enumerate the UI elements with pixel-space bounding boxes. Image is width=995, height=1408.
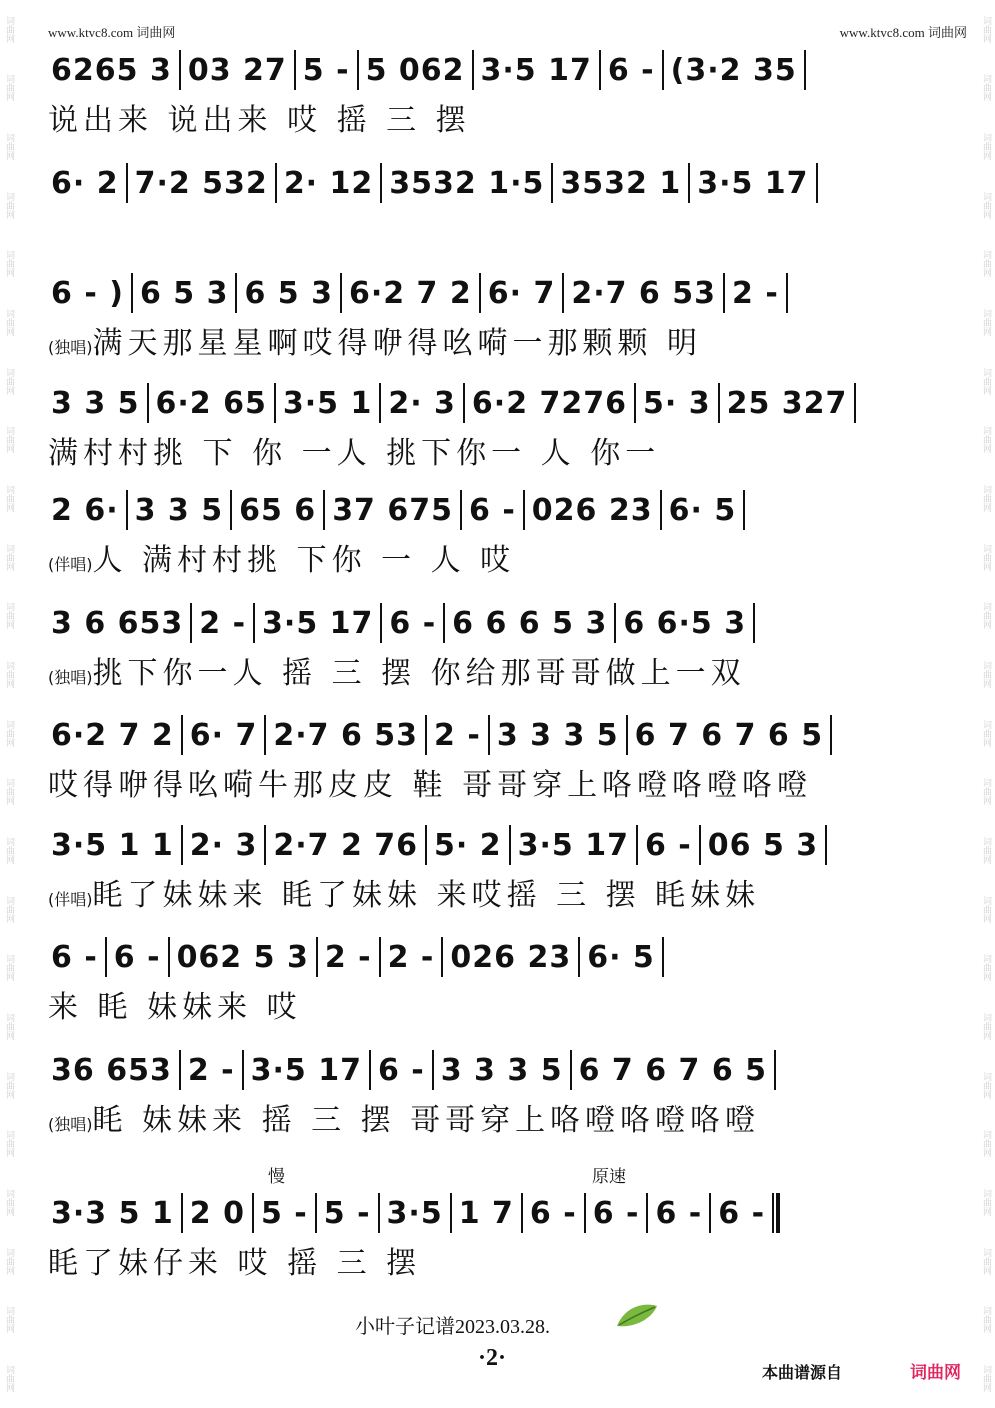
- measure: 6 6·5 3: [623, 605, 747, 641]
- watermark-text: 词曲网: [981, 485, 991, 513]
- measure: 3532 1: [560, 165, 682, 201]
- measure: 2 -: [434, 717, 481, 753]
- measure: 2· 12: [283, 165, 374, 201]
- lyrics-text: 哎得咿得吆嗬牛那皮皮 鞋 哥哥穿上咯噔咯噔咯噔: [48, 768, 813, 802]
- barline: [634, 383, 636, 423]
- watermark-text: 词曲网: [981, 543, 991, 571]
- barline: [131, 273, 133, 313]
- lyrics-line: [48, 870, 948, 912]
- measure: 6 -: [469, 492, 516, 528]
- barline: [294, 50, 296, 90]
- measure: 7·2 532: [134, 165, 268, 201]
- barline: [179, 50, 181, 90]
- measure: 026 23: [450, 939, 572, 975]
- lyrics-line: [48, 760, 948, 802]
- measure: 3 3 5: [51, 385, 140, 421]
- barline: [105, 937, 107, 977]
- barline: [699, 825, 701, 865]
- measure: 6 - ): [51, 275, 124, 311]
- watermark-text: 词曲网: [981, 1306, 991, 1334]
- barline: [521, 1193, 523, 1233]
- barline: [275, 163, 277, 203]
- barline: [443, 603, 445, 643]
- lyrics-text: 满天那星星啊哎得咿得吆嗬一那颗颗 明: [92, 326, 703, 360]
- watermark-text: 词曲网: [981, 1012, 991, 1040]
- measure: 6 5 3: [139, 275, 229, 311]
- measure: 2·7 6 53: [273, 717, 419, 753]
- lyrics-line: [48, 535, 948, 577]
- barline: [626, 715, 628, 755]
- measure: 2· 3: [388, 385, 456, 421]
- lyrics-line: [48, 1095, 948, 1137]
- watermark-text: 词曲网: [4, 309, 14, 337]
- watermark-text: 词曲网: [981, 15, 991, 43]
- watermark-text: 词曲网: [4, 191, 14, 219]
- measure: 3·5: [386, 1195, 443, 1231]
- watermark-text: 词曲网: [981, 602, 991, 630]
- measure: 6 -: [389, 605, 437, 641]
- barline: [253, 603, 255, 643]
- measure: 03 27: [187, 52, 287, 88]
- measure: 3 3 5: [134, 492, 224, 528]
- measure: 3·5 1: [282, 385, 373, 421]
- watermark-text: 词曲网: [4, 895, 14, 923]
- tempo-original: 原速: [592, 1167, 626, 1187]
- measure: 6 -: [113, 939, 161, 975]
- lyrics-text: 来 眊 妹妹来 哎: [48, 990, 302, 1024]
- watermark-text: 词曲网: [981, 1364, 991, 1392]
- watermark-text: 词曲网: [981, 426, 991, 454]
- barline: [460, 490, 462, 530]
- barline: [379, 383, 381, 423]
- barline: [488, 715, 490, 755]
- barline: [274, 383, 276, 423]
- measure: 2 -: [387, 939, 435, 975]
- leaf-icon: [615, 1300, 659, 1328]
- barline: [379, 937, 381, 977]
- notes-line: [48, 268, 948, 318]
- measure: 6· 7: [487, 275, 556, 311]
- barline: [181, 1193, 183, 1233]
- barline: [323, 490, 325, 530]
- score-system: [48, 1045, 948, 1137]
- voice-part-label: (伴唱): [48, 555, 93, 574]
- measure: 65 6: [239, 492, 317, 528]
- watermark-text: 词曲网: [4, 954, 14, 982]
- measure: 2 -: [732, 275, 779, 311]
- notes-line: [48, 932, 948, 982]
- barline: [854, 383, 856, 423]
- score-system: [48, 710, 948, 802]
- tempo-slow: 慢: [268, 1167, 285, 1187]
- barline: [340, 273, 342, 313]
- watermark-text: 词曲网: [4, 1012, 14, 1040]
- lyrics-text: 眊了妹仔来 哎 摇 三 摆: [48, 1246, 422, 1280]
- barline: [126, 163, 128, 203]
- barline: [380, 163, 382, 203]
- barline: [551, 163, 553, 203]
- notes-line: [48, 1188, 948, 1238]
- score-system: [48, 378, 948, 470]
- notes-line: [48, 485, 948, 535]
- measure: 6 -: [718, 1195, 766, 1231]
- barline: [709, 1193, 711, 1233]
- lyrics-line: [48, 318, 948, 360]
- measure: 6· 5: [587, 939, 655, 975]
- barline: [378, 1193, 380, 1233]
- barline: [168, 937, 170, 977]
- watermark-text: 词曲网: [981, 1130, 991, 1158]
- watermark-text: 词曲网: [4, 1188, 14, 1216]
- barline: [252, 1193, 254, 1233]
- barline: [425, 825, 427, 865]
- barline: [181, 715, 183, 755]
- source-label: 本曲谱源自: [762, 1363, 843, 1382]
- barline: [578, 937, 580, 977]
- measure: 06 5 3: [707, 827, 819, 863]
- barline: [190, 603, 192, 643]
- measure: 3 3 3 5: [496, 717, 619, 753]
- lyrics-text: 说出来 说出来 哎 摇 三 摆: [48, 103, 471, 137]
- barline: [357, 50, 359, 90]
- notes-line: [48, 710, 948, 760]
- source-site-link[interactable]: 词曲网: [910, 1363, 961, 1383]
- barline: [660, 490, 662, 530]
- score-system: [48, 820, 948, 912]
- barline: [723, 273, 725, 313]
- watermark-text: 词曲网: [4, 1364, 14, 1392]
- barline: [562, 273, 564, 313]
- measure: 6 7 6 7 6 5: [578, 1052, 768, 1088]
- measure: 6 -: [377, 1052, 425, 1088]
- barline: [242, 1050, 244, 1090]
- barline: [450, 1193, 452, 1233]
- watermark-text: 词曲网: [4, 837, 14, 865]
- measure: 5 -: [302, 52, 350, 88]
- watermark-text: 词曲网: [981, 367, 991, 395]
- measure: 3·5 17: [697, 165, 809, 201]
- watermark-text: 词曲网: [4, 485, 14, 513]
- measure: 6 7 6 7 6 5: [634, 717, 824, 753]
- barline: [570, 1050, 572, 1090]
- measure: 3·5 17: [250, 1052, 362, 1088]
- barline: [264, 715, 266, 755]
- barline: [662, 937, 664, 977]
- measure: 6 -: [592, 1195, 640, 1231]
- barline: [772, 1193, 780, 1233]
- measure: 5 -: [260, 1195, 308, 1231]
- lyrics-text: 人 满村村挑 下你 一 人 哎: [92, 543, 516, 577]
- watermark-text: 词曲网: [4, 250, 14, 278]
- measure: 6 -: [529, 1195, 577, 1231]
- barline: [786, 273, 788, 313]
- score-system: [48, 45, 948, 137]
- score-system: [48, 158, 948, 250]
- barline: [646, 1193, 648, 1233]
- watermark-text: 词曲网: [4, 426, 14, 454]
- header-url-right: www.ktvc8.com 词曲网: [839, 25, 967, 40]
- lyrics-text: 眊 妹妹来 摇 三 摆 哥哥穿上咯噔咯噔咯噔: [92, 1103, 761, 1137]
- barline: [147, 383, 149, 423]
- barline: [662, 50, 664, 90]
- measure: 6· 2: [51, 165, 119, 201]
- barline: [463, 383, 465, 423]
- watermark-text: 词曲网: [981, 895, 991, 923]
- barline: [614, 603, 616, 643]
- measure: 6·2 65: [155, 385, 267, 421]
- lyrics-line: [48, 208, 948, 250]
- voice-part-label: (独唱): [48, 668, 93, 687]
- barline: [743, 490, 745, 530]
- watermark-text: 词曲网: [4, 1247, 14, 1275]
- watermark-text: 词曲网: [4, 602, 14, 630]
- measure: 3532 1·5: [389, 165, 545, 201]
- voice-part-label: (独唱): [48, 1115, 93, 1134]
- notes-line: [48, 820, 948, 870]
- measure: 6 -: [655, 1195, 703, 1231]
- watermark-text: 词曲网: [4, 367, 14, 395]
- measure: 6 5 3: [244, 275, 333, 311]
- barline: [380, 603, 382, 643]
- measure: 5· 3: [643, 385, 711, 421]
- measure: 2 0: [189, 1195, 245, 1231]
- measure: 3·3 5 1: [51, 1195, 174, 1231]
- score-system: [48, 1188, 948, 1280]
- watermark-text: 词曲网: [981, 778, 991, 806]
- barline: [126, 490, 128, 530]
- watermark-text: 词曲网: [981, 719, 991, 747]
- voice-part-label: (独唱): [48, 338, 93, 357]
- lyrics-text: 眊了妹妹来 眊了妹妹 来哎摇 三 摆 眊妹妹: [92, 878, 761, 912]
- barline: [718, 383, 720, 423]
- measure: 5 062: [365, 52, 465, 88]
- measure: 2 6·: [51, 492, 119, 528]
- watermark-text: 词曲网: [4, 661, 14, 689]
- measure: 3 6 653: [51, 605, 184, 641]
- score-system: [48, 598, 948, 690]
- barline: [636, 825, 638, 865]
- measure: 5 -: [323, 1195, 371, 1231]
- barline: [264, 825, 266, 865]
- measure: 6 -: [644, 827, 692, 863]
- lyrics-line: [48, 95, 948, 137]
- lyrics-line: [48, 982, 948, 1024]
- barline: [441, 937, 443, 977]
- measure: 6· 7: [189, 717, 258, 753]
- measure: 2·7 2 76: [273, 827, 419, 863]
- barline: [432, 1050, 434, 1090]
- measure: 6 -: [607, 52, 655, 88]
- measure: 3·5 1 1: [51, 827, 174, 863]
- barline: [825, 825, 827, 865]
- lyrics-line: [48, 428, 948, 470]
- measure: 5· 2: [434, 827, 502, 863]
- watermark-text: 词曲网: [4, 1306, 14, 1334]
- measure: 1 7: [458, 1195, 514, 1231]
- watermark-text: 词曲网: [4, 133, 14, 161]
- barline: [235, 273, 237, 313]
- barline: [230, 490, 232, 530]
- lyrics-text: 挑下你一人 摇 三 摆 你给那哥哥做上一双: [92, 656, 746, 690]
- lyrics-line: [48, 1238, 948, 1280]
- barline: [479, 273, 481, 313]
- barline: [315, 1193, 317, 1233]
- barline: [316, 937, 318, 977]
- watermark-text: 词曲网: [981, 1247, 991, 1275]
- measure: 6 -: [51, 939, 98, 975]
- score-system: [48, 485, 948, 577]
- voice-part-label: (伴唱): [48, 890, 93, 909]
- page-number: ·2·: [478, 1345, 507, 1371]
- right-watermark-strip: [977, 0, 995, 1408]
- barline: [753, 603, 755, 643]
- measure: (3·2 35: [670, 52, 797, 88]
- watermark-text: 词曲网: [981, 954, 991, 982]
- measure: 2 -: [324, 939, 372, 975]
- barline: [830, 715, 832, 755]
- measure: 2 -: [199, 605, 247, 641]
- notes-line: [48, 378, 948, 428]
- measure: 3·5 17: [480, 52, 592, 88]
- measure: 026 23: [531, 492, 653, 528]
- lyrics-text: 满村村挑 下 你 一人 挑下你一 人 你一: [48, 436, 661, 470]
- barline: [523, 490, 525, 530]
- barline: [774, 1050, 776, 1090]
- barline: [816, 163, 818, 203]
- barline: [584, 1193, 586, 1233]
- watermark-text: 词曲网: [981, 250, 991, 278]
- measure: 6· 5: [668, 492, 737, 528]
- barline: [425, 715, 427, 755]
- watermark-text: 词曲网: [4, 719, 14, 747]
- notes-line: [48, 1045, 948, 1095]
- lyrics-line: [48, 648, 948, 690]
- measure: 6·2 7 2: [51, 717, 174, 753]
- watermark-text: 词曲网: [4, 1071, 14, 1099]
- watermark-text: 词曲网: [4, 778, 14, 806]
- measure: 37 675: [332, 492, 454, 528]
- measure: 2·7 6 53: [571, 275, 716, 311]
- watermark-text: 词曲网: [981, 191, 991, 219]
- barline: [472, 50, 474, 90]
- watermark-text: 词曲网: [981, 661, 991, 689]
- score-system: [48, 932, 948, 1024]
- measure: 062 5 3: [176, 939, 309, 975]
- score-system: [48, 268, 948, 360]
- watermark-text: 词曲网: [981, 1071, 991, 1099]
- left-watermark-strip: [0, 0, 18, 1408]
- barline: [688, 163, 690, 203]
- measure: 3·5 17: [517, 827, 629, 863]
- watermark-text: 词曲网: [981, 133, 991, 161]
- watermark-text: 词曲网: [4, 1130, 14, 1158]
- measure: 3·5 17: [262, 605, 374, 641]
- measure: 2 -: [187, 1052, 235, 1088]
- watermark-text: 词曲网: [981, 74, 991, 102]
- notes-line: [48, 598, 948, 648]
- transcriber-signature: 小叶子记谱2023.03.28.: [355, 1316, 550, 1338]
- header-url-left: www.ktvc8.com 词曲网: [48, 25, 176, 40]
- barline: [181, 825, 183, 865]
- watermark-text: 词曲网: [981, 1188, 991, 1216]
- measure: 3 3 3 5: [440, 1052, 563, 1088]
- measure: 6 6 6 5 3: [452, 605, 608, 641]
- watermark-text: 词曲网: [981, 837, 991, 865]
- barline: [509, 825, 511, 865]
- measure: 2· 3: [189, 827, 258, 863]
- measure: 6·2 7276: [471, 385, 628, 421]
- notes-line: [48, 45, 948, 95]
- barline: [599, 50, 601, 90]
- measure: 36 653: [51, 1052, 172, 1088]
- watermark-text: 词曲网: [4, 15, 14, 43]
- measure: 6265 3: [51, 52, 172, 88]
- measure: 25 327: [726, 385, 848, 421]
- watermark-text: 词曲网: [4, 74, 14, 102]
- measure: 6·2 7 2: [348, 275, 472, 311]
- notes-line: [48, 158, 948, 208]
- barline: [179, 1050, 181, 1090]
- barline: [804, 50, 806, 90]
- watermark-text: 词曲网: [4, 543, 14, 571]
- barline: [369, 1050, 371, 1090]
- watermark-text: 词曲网: [981, 309, 991, 337]
